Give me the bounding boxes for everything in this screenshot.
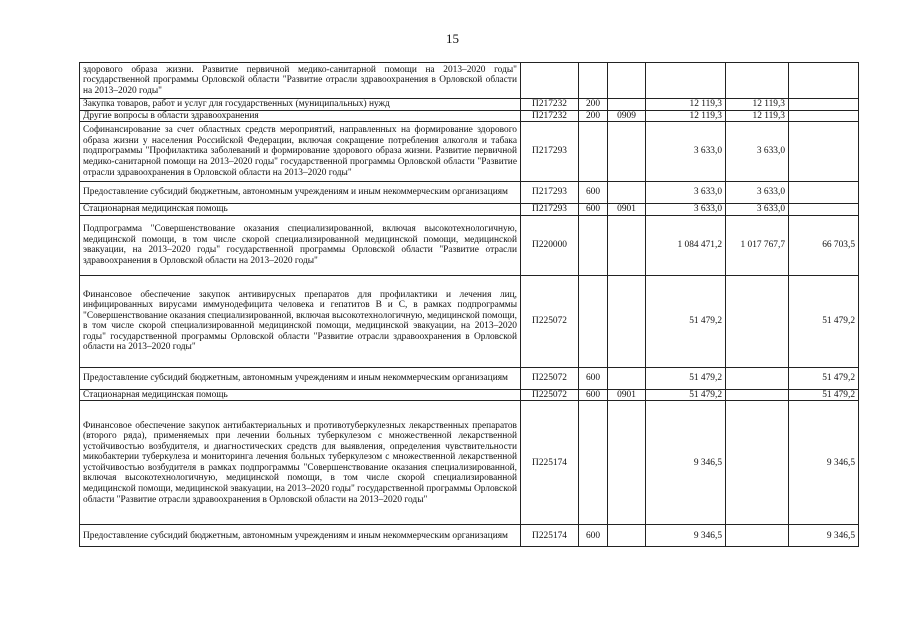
- cell-amount-a: [726, 275, 789, 367]
- cell-section: [608, 182, 646, 204]
- cell-name: Финансовое обеспечение закупок антивирусных препаратов для профилактики и лечения лиц, инфицированных вирусами иммунодефицита человека и гепатитов В и С, в рамках подпрограммы "Совершенствование оказания специализированной, включая высокотехнологичную, медицинской помощи, в том числе скорой специализированной медицинской помощи, медицинской эвакуации, на 2013–2020 годы" государственной программы Орловской области "Развитие отрасли здравоохранения в Орловской области на 2013–2020 годы": [80, 275, 521, 367]
- table-row: [80, 110, 859, 122]
- cell-amount-a: 12 119,3: [726, 99, 789, 111]
- cell-section: [608, 275, 646, 367]
- cell-target-article: П225174: [521, 401, 579, 525]
- cell-expense-type: 600: [579, 204, 608, 216]
- table-row: [80, 204, 859, 216]
- cell-name: Другие вопросы в области здравоохранения: [80, 110, 521, 122]
- cell-expense-type: [579, 275, 608, 367]
- cell-total: 51 479,2: [646, 389, 726, 401]
- cell-amount-b: 66 703,5: [789, 215, 859, 275]
- cell-amount-a: 3 633,0: [726, 204, 789, 216]
- cell-amount-a: 12 119,3: [726, 110, 789, 122]
- table-row: [80, 389, 859, 401]
- cell-amount-b: [789, 204, 859, 216]
- cell-section: [608, 63, 646, 99]
- cell-name: Подпрограмма "Совершенствование оказания специализированной, включая высокотехнологичную, медицинской помощи, в том числе скорой специализированной медицинской помощи, медицинской эвакуации, на 2013–2020 годы" государственной программы Орловской области "Развитие отрасли здравоохранения в Орловской области на 2013–2020 годы": [80, 215, 521, 275]
- cell-total: 51 479,2: [646, 275, 726, 367]
- table-row: [80, 367, 859, 389]
- cell-target-article: П225072: [521, 367, 579, 389]
- table-row: [80, 525, 859, 547]
- cell-expense-type: [579, 215, 608, 275]
- cell-total: 12 119,3: [646, 110, 726, 122]
- cell-total: 51 479,2: [646, 367, 726, 389]
- cell-amount-b: [789, 99, 859, 111]
- cell-total: 12 119,3: [646, 99, 726, 111]
- table-row: [80, 122, 859, 182]
- cell-name: Предоставление субсидий бюджетным, автономным учреждениям и иным некоммерческим организациям: [80, 525, 521, 547]
- cell-amount-a: 3 633,0: [726, 122, 789, 182]
- cell-expense-type: 600: [579, 389, 608, 401]
- cell-amount-a: [726, 63, 789, 99]
- cell-name: Предоставление субсидий бюджетным, автономным учреждениям и иным некоммерческим организациям: [80, 182, 521, 204]
- table-row: [80, 215, 859, 275]
- cell-amount-a: [726, 525, 789, 547]
- page-number: 15: [446, 31, 459, 46]
- cell-amount-a: [726, 389, 789, 401]
- cell-target-article: П217232: [521, 110, 579, 122]
- cell-section: [608, 525, 646, 547]
- cell-expense-type: [579, 63, 608, 99]
- cell-target-article: [521, 63, 579, 99]
- cell-amount-b: 9 346,5: [789, 401, 859, 525]
- cell-total: 1 084 471,2: [646, 215, 726, 275]
- cell-section: [608, 401, 646, 525]
- cell-amount-b: [789, 182, 859, 204]
- table-row: [80, 63, 859, 99]
- cell-amount-b: [789, 63, 859, 99]
- cell-total: 9 346,5: [646, 525, 726, 547]
- cell-amount-b: [789, 122, 859, 182]
- cell-expense-type: 200: [579, 110, 608, 122]
- cell-section: [608, 367, 646, 389]
- cell-target-article: П217293: [521, 182, 579, 204]
- cell-target-article: П217232: [521, 99, 579, 111]
- cell-section: 0901: [608, 389, 646, 401]
- cell-expense-type: 600: [579, 182, 608, 204]
- cell-total: 3 633,0: [646, 182, 726, 204]
- cell-amount-b: 51 479,2: [789, 275, 859, 367]
- cell-amount-b: 51 479,2: [789, 389, 859, 401]
- cell-total: [646, 63, 726, 99]
- cell-amount-b: 9 346,5: [789, 525, 859, 547]
- cell-target-article: П217293: [521, 204, 579, 216]
- table-row: [80, 401, 859, 525]
- cell-section: [608, 99, 646, 111]
- cell-name: Стационарная медицинская помощь: [80, 389, 521, 401]
- cell-total: 9 346,5: [646, 401, 726, 525]
- cell-amount-a: [726, 401, 789, 525]
- cell-name: Софинансирование за счет областных средств мероприятий, направленных на формирование здорового образа жизни у населения Российской Федерации, включая сокращение потребления алкоголя и табака подпрограммы "Профилактика заболеваний и формирование здорового образа жизни. Развитие первичной медико-санитарной помощи на 2013–2020 годы" государственной программы Орловской области "Развитие отрасли здравоохранения в Орловской области на 2013–2020 годы": [80, 122, 521, 182]
- cell-section: [608, 215, 646, 275]
- cell-total: 3 633,0: [646, 122, 726, 182]
- cell-amount-b: [789, 110, 859, 122]
- cell-target-article: П217293: [521, 122, 579, 182]
- table-body: [80, 63, 859, 547]
- cell-target-article: П225174: [521, 525, 579, 547]
- cell-name: Стационарная медицинская помощь: [80, 204, 521, 216]
- budget-table: [79, 62, 859, 547]
- cell-expense-type: 600: [579, 367, 608, 389]
- cell-name: Финансовое обеспечение закупок антибактериальных и противотуберкулезных лекарственных препаратов (второго ряда), применяемых при лечении больных туберкулезом с множественной лекарственной устойчивостью возбудителя, и диагностических средств для выявления, определения чувствительности микобактерии туберкулеза и мониторинга лечения больных туберкулезом с множественной лекарственной устойчивостью возбудителя в рамках подпрограммы "Совершенствование оказания специализированной, включая высокотехнологичную, медицинской помощи, в том числе скорой специализированной медицинской помощи, медицинской эвакуации, на 2013–2020 годы" государственной программы Орловской области "Развитие отрасли здравоохранения в Орловской области на 2013–2020 годы": [80, 401, 521, 525]
- table-row: [80, 275, 859, 367]
- cell-target-article: П220000: [521, 215, 579, 275]
- cell-section: [608, 122, 646, 182]
- table-row: [80, 99, 859, 111]
- cell-target-article: П225072: [521, 389, 579, 401]
- cell-section: 0901: [608, 204, 646, 216]
- cell-expense-type: 200: [579, 99, 608, 111]
- cell-expense-type: [579, 401, 608, 525]
- cell-name: Закупка товаров, работ и услуг для государственных (муниципальных) нужд: [80, 99, 521, 111]
- cell-section: 0909: [608, 110, 646, 122]
- cell-expense-type: [579, 122, 608, 182]
- cell-target-article: П225072: [521, 275, 579, 367]
- cell-amount-a: 1 017 767,7: [726, 215, 789, 275]
- cell-amount-b: 51 479,2: [789, 367, 859, 389]
- cell-amount-a: 3 633,0: [726, 182, 789, 204]
- cell-expense-type: 600: [579, 525, 608, 547]
- cell-name: Предоставление субсидий бюджетным, автономным учреждениям и иным некоммерческим организациям: [80, 367, 521, 389]
- cell-name: здорового образа жизни. Развитие первичной медико-санитарной помощи на 2013–2020 годы" государственной программы Орловской области "Развитие отрасли здравоохранения в Орловской области на 2013–2020 годы": [80, 63, 521, 99]
- cell-total: 3 633,0: [646, 204, 726, 216]
- table-row: [80, 182, 859, 204]
- cell-amount-a: [726, 367, 789, 389]
